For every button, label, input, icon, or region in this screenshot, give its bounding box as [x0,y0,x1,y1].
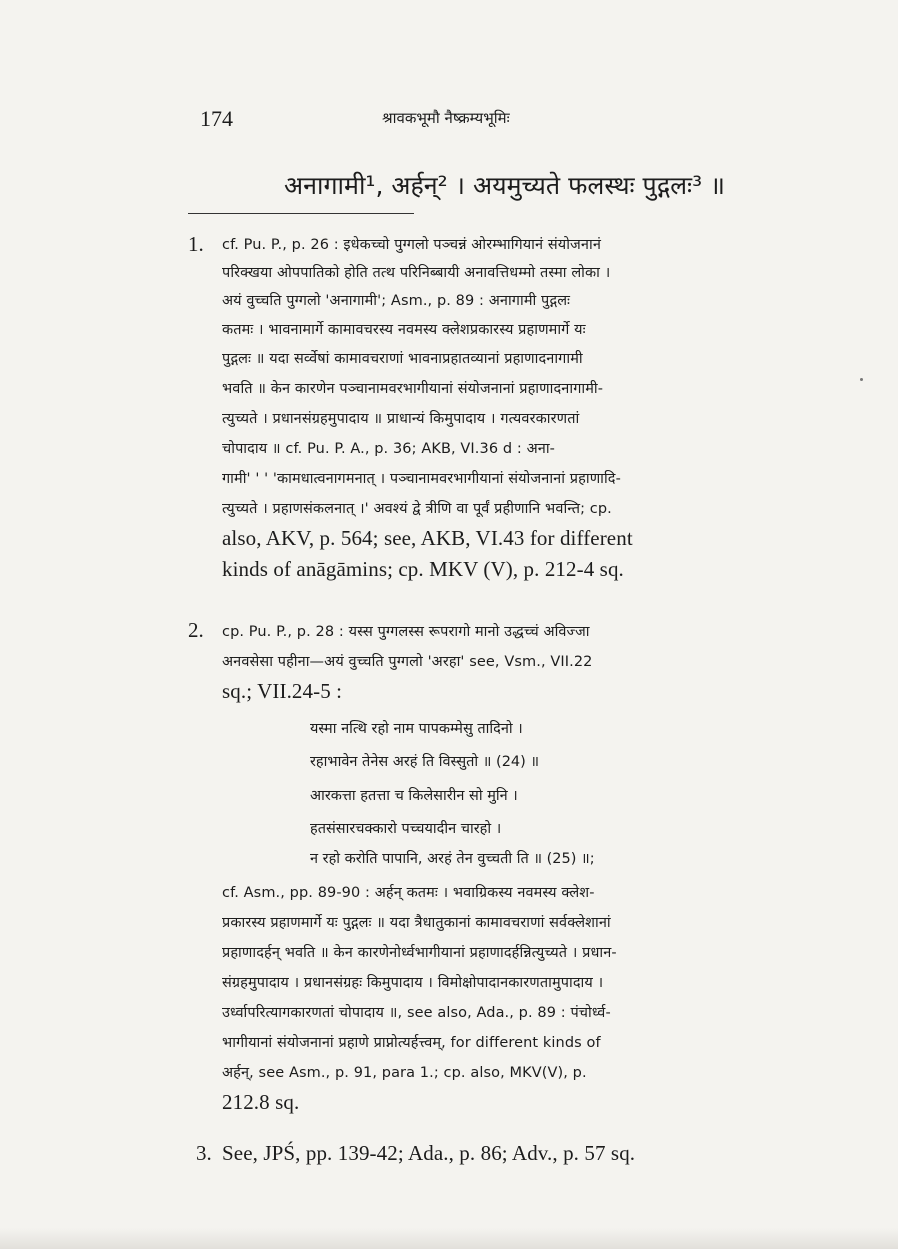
verse-line-pali: आरकत्ता हतत्ता च किलेसारीन सो मुनि । [310,788,518,804]
footnote-line: कतमः । भावनामार्गे कामावचरस्य नवमस्य क्लेशप्रकारस्य प्रहाणमार्गे यः [222,322,586,338]
footnote-line: kinds of anāgāmins; cp. MKV (V), p. 212-4 sq. [222,557,624,581]
footnote-line: cp. Pu. P., p. 28 : यस्स पुग्गलस्स रूपरागो मानो उद्धच्चं अविज्जा [222,624,590,640]
footnote-line: cf. Pu. P., p. 26 : इधेकच्चो पुग्गलो पञ्चन्नं ओरम्भागियानं संयोजनानं [222,237,601,253]
footnote-line: प्रहाणादर्हन् भवति ॥ केन कारणेनोर्ध्वभागीयानां प्रहाणादर्हन्नित्युच्यते । प्रधान- [222,945,617,961]
footnote-line: 212.8 sq. [222,1090,300,1114]
scan-bottom-edge [0,1228,898,1249]
footnote-line: प्रकारस्य प्रहाणमार्गे यः पुद्गलः ॥ यदा त्रैधातुकानां कामावचराणां सर्वक्लेशानां [222,915,611,931]
scan-speck [860,378,863,381]
footnote-line: त्युच्यते । प्रधानसंग्रहमुपादाय ॥ प्राधान्यं किमुपादाय । गत्यवरकारणतां [222,411,580,427]
footnote-line: गामी' ' ' 'कामधात्वनागमनात् । पञ्चानामवरभागीयानां संयोजनानां प्रहाणादि- [222,471,621,487]
footnote-line: cf. Asm., pp. 89-90 : अर्हन् कतमः । भवाग्रिकस्य नवमस्य क्लेश- [222,885,595,901]
footnote-1-number: 1. [188,232,204,256]
footnote-rule [188,213,414,214]
footnote-line: अर्हन्, see Asm., p. 91, para 1.; cp. also, MKV(V), p. [222,1065,587,1081]
footnote-line: See, JPŚ, pp. 139-42; Ada., p. 86; Adv., p. 57 sq. [222,1141,636,1165]
verse-line: अनागामी¹, अर्हन्² । अयमुच्यते फलस्थः पुद्गलः³ ॥ [284,171,726,200]
page-number: 174 [200,106,233,131]
footnote-line: भागीयानां संयोजनानां प्रहाणे प्राप्नोत्यर्हत्त्वम्, for different kinds of [222,1035,601,1051]
footnote-line: sq.; VII.24-5 : [222,679,343,703]
footnote-3-number: 3. [196,1141,212,1165]
verse-line-pali: हतसंसारचक्कारो पच्चयादीन चारहो । [310,821,502,837]
footnote-line: त्युच्यते । प्रहाणसंकलनात् ।' अवश्यं द्वे त्रीणि वा पूर्वं प्रहीणानि भवन्ति; cp. [222,501,612,517]
running-title: श्रावकभूमौ नैष्क्रम्यभूमिः [382,109,510,127]
footnote-line: चोपादाय ॥ cf. Pu. P. A., p. 36; AKB, VI.36 d : अना- [222,441,556,457]
footnote-line: अयं वुच्चति पुग्गलो 'अनागामी'; Asm., p. 89 : अनागामी पुद्गलः [222,293,571,309]
footnote-line: परिक्खया ओपपातिको होति तत्थ परिनिब्बायी अनावत्तिधम्मो तस्मा लोका । [222,265,611,281]
footnote-line: भवति ॥ केन कारणेन पञ्चानामवरभागीयानां संयोजनानां प्रहाणादनागामी- [222,381,604,397]
footnote-2-number: 2. [188,618,204,642]
verse-line-pali: रहाभावेन तेनेस अरहं ति विस्सुतो ॥ (24) ॥ [310,754,540,770]
footnote-line: उर्ध्वापरित्यागकारणतां चोपादाय ॥, see also, Ada., p. 89 : पंचोर्ध्व- [222,1005,611,1021]
footnote-line: पुद्गलः ॥ यदा सर्व्वेषां कामावचराणां भावनाप्रहातव्यानां प्रहाणादनागामी [222,351,583,367]
footnote-line: संग्रहमुपादाय । प्रधानसंग्रहः किमुपादाय । विमोक्षोपादानकारणतामुपादाय । [222,975,604,991]
footnote-line: अनवसेसा पहीना—अयं वुच्चति पुग्गलो 'अरहा' see, Vsm., VII.22 [222,654,593,670]
footnote-line: also, AKV, p. 564; see, AKB, VI.43 for different [222,526,633,550]
verse-line-pali: यस्मा नत्थि रहो नाम पापकम्मेसु तादिनो । [310,721,523,737]
verse-line-pali: न रहो करोति पापानि, अरहं तेन वुच्चती ति ॥ (25) ॥; [310,851,595,867]
